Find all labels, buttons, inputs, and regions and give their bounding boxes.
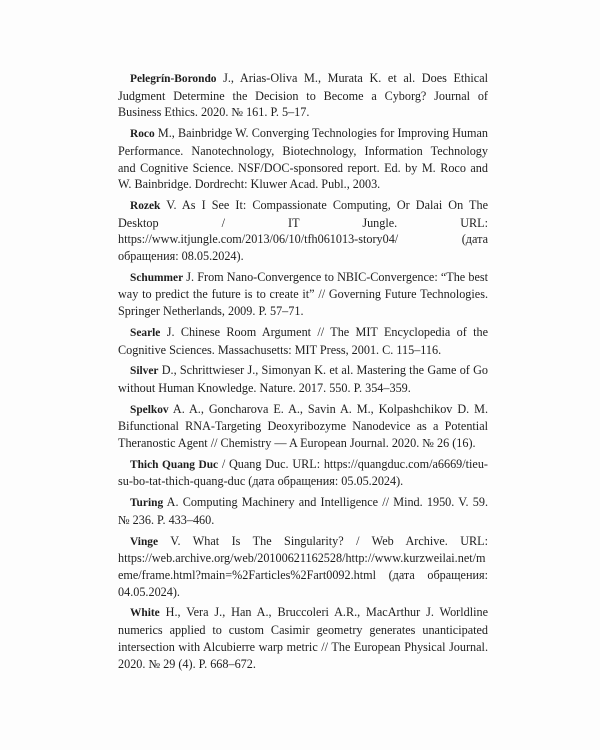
reference-item bbox=[118, 494, 488, 528]
reference-text: A. A., Goncharova E. A., Savin A. M., Kolpashchikov D. M. Bifunctional RNA-Targeting Deoxyribozyme Nanodevice as a Potential Theranostic Agent // Chemistry — A European Journal. 2020. № 26 (16). bbox=[118, 401, 488, 451]
reference-author: Schummer bbox=[130, 271, 184, 284]
reference-author: Rozek bbox=[130, 199, 161, 212]
reference-author: Turing bbox=[130, 497, 164, 510]
reference-item bbox=[118, 604, 488, 672]
reference-author: White bbox=[130, 607, 160, 620]
reference-item bbox=[118, 362, 488, 396]
reference-text: D., Schrittwieser J., Simonyan K. et al. Mastering the Game of Go without Human Knowledge. Nature. 2017. 550. P. 354–359. bbox=[118, 363, 488, 395]
reference-text: H., Vera J., Han A., Bruccoleri A.R., MacArthur J. Worldline numerics applied to custom Casimir geometry generates unanticipated intersection with Alcubierre warp metric // The European Physical Journal. 2020. № 29 (4). P. 668–672. bbox=[118, 605, 488, 671]
reference-item bbox=[118, 533, 488, 601]
reference-text: V. As I See It: Compassionate Computing, Or Dalai On The Desktop / IT Jungle. URL: https://www.itjungle.com/2013/06/10/tfh061013-story04/ (дата обращения: 08.05.2024). bbox=[118, 197, 488, 264]
reference-item bbox=[118, 70, 488, 121]
reference-list bbox=[118, 70, 488, 676]
reference-author: Pelegrín-Borondo bbox=[130, 73, 217, 85]
reference-item bbox=[118, 456, 488, 490]
reference-item bbox=[118, 197, 488, 265]
reference-text: J., Arias-Oliva M., Murata K. et al. Does Ethical Judgment Determine the Decision to Become a Cyborg? Journal of Business Ethics. 2020. № 161. P. 5–17. bbox=[118, 71, 488, 120]
reference-item bbox=[118, 269, 488, 320]
reference-text: M., Bainbridge W. Converging Technologies for Improving Human Performance. Nanotechnology, Biotechnology, Information Technology and Cognitive Science. NSF/DOC-sponsored report. Ed. by M. Roco and W. Bainbridge. Dordrecht: Kluwer Acad. Publ., 2003. bbox=[118, 126, 488, 192]
reference-author: Silver bbox=[130, 365, 159, 378]
reference-author: Searle bbox=[130, 326, 161, 339]
reference-author: Spelkov bbox=[130, 403, 169, 416]
reference-author: Vinge bbox=[130, 535, 159, 548]
reference-text: J. From Nano-Convergence to NBIC-Convergence: “The best way to predict the future is to create it” // Governing Future Technologies. Springer Netherlands, 2009. P. 57–71. bbox=[118, 269, 488, 319]
reference-item bbox=[118, 401, 488, 452]
reference-text: J. Chinese Room Argument // The MIT Encyclopedia of the Cognitive Sciences. Massachusetts: MIT Press, 2001. C. 115–116. bbox=[118, 324, 488, 357]
reference-item bbox=[118, 324, 488, 358]
reference-author: Roco bbox=[130, 128, 155, 141]
reference-text: A. Computing Machinery and Intelligence // Mind. 1950. V. 59. № 236. P. 433–460. bbox=[118, 495, 488, 527]
reference-text: V. What Is The Singularity? / Web Archive. URL: https://web.archive.org/web/20100621162528/http://www.kurzweilai.net/meme/frame.html?main=%2Farticles%2Fart0092.html (дата обращения: 04.05.2024). bbox=[118, 533, 488, 599]
reference-text: / Quang Duc. URL: https://quangduc.com/a6669/tieu-su-bo-tat-thich-quang-duc (дата обращения: 05.05.2024). bbox=[118, 456, 488, 489]
reference-author: Thich Quang Duc bbox=[130, 458, 219, 471]
reference-item bbox=[118, 125, 488, 193]
